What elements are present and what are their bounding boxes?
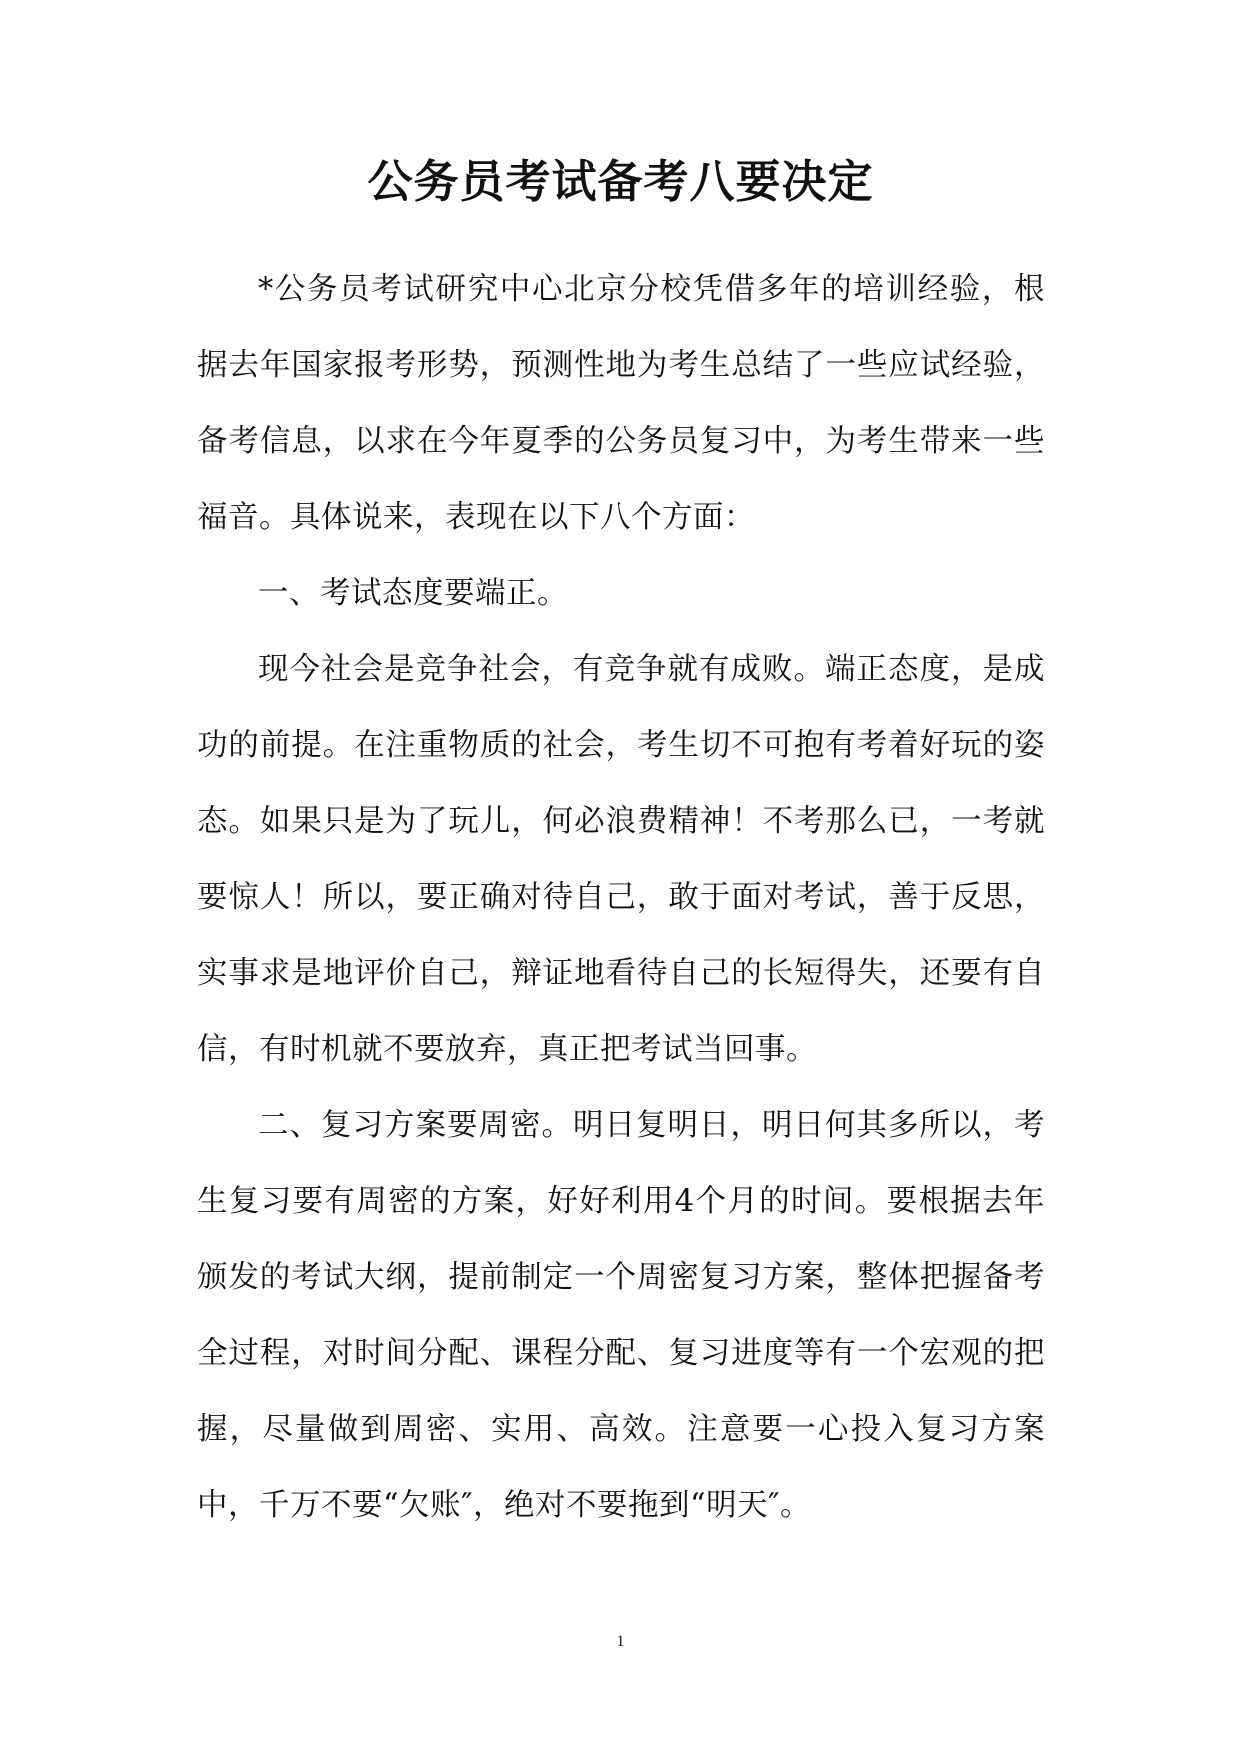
page-number: 1 [616,1633,625,1650]
paragraph-intro: *公务员考试研究中心北京分校凭借多年的培训经验，根据去年国家报考形势，预测性地为考生总结了一些应试经验，备考信息，以求在今年夏季的公务员复习中，为考生带来一些福音。具体说来，表现在以下八个方面： [197,272,1045,535]
paragraph-section-2: 二、复习方案要周密。明日复明日，明日何其多所以，考生复习要有周密的方案，好好利用4个月的时间。要根据去年颁发的考试大纲，提前制定一个周密复习方案，整体把握备考全过程，对时间分配、课程分配、复习进度等有一个宏观的把握，尽量做到周密、实用、高效。注意要一心投入复习方案中，千万不要“欠账″，绝对不要拖到“明天″。 [197,1108,1045,1523]
document-body [197,252,1045,1544]
document-title: 公务员考试备考八要决定 [367,155,874,208]
paragraph-section-1-body: 现今社会是竞争社会，有竞争就有成败。端正态度，是成功的前提。在注重物质的社会，考生切不可抱有考着好玩的姿态。如果只是为了玩儿，何必浪费精神！不考那么已，一考就要惊人！所以，要正确对待自己，敢于面对考试，善于反思，实事求是地评价自己，辩证地看待自己的长短得失，还要有自信，有时机就不要放弃，真正把考试当回事。 [197,652,1045,1067]
paragraph-section-1-heading: 一、考试态度要端正。 [258,576,568,611]
